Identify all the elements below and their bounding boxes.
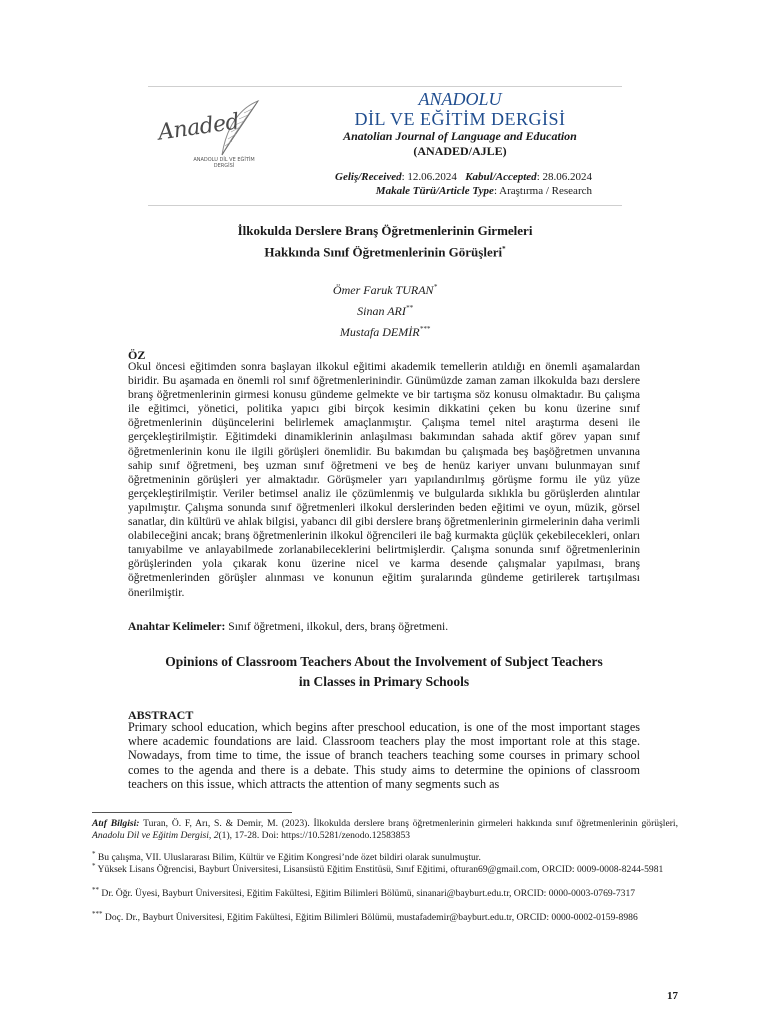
title-en-line1: Opinions of Classroom Teachers About the Involvement of Subject Teachers (165, 654, 603, 669)
journal-logo (156, 97, 268, 193)
journal-name-line1: ANADOLU (418, 89, 502, 109)
footnote-divider (92, 812, 292, 813)
article-type-value: : Araştırma / Research (493, 185, 592, 197)
footnote-1: * Bu çalışma, VII. Uluslararası Bilim, Kültür ve Eğitim Kongresi’nde özet bildiri olarak sunulmuştur. (92, 850, 481, 864)
article-dates (335, 171, 592, 184)
journal-name-line2: DİL VE EĞİTİM DERGİSİ (354, 109, 566, 129)
logo-subtitle: ANADOLU DİL VE EĞİTİM DERGİSİ (193, 157, 255, 169)
article-title-tr (150, 222, 620, 261)
footnote-2: * Yüksek Lisans Öğrencisi, Bayburt Üniversitesi, Lisansüstü Eğitim Enstitüsü, Sınıf Eğitimi, ofturan69@gmail.com, ORCID: 0009-0008-8244-5981 (92, 862, 664, 876)
keywords (128, 620, 448, 633)
citation-footnote: Atıf Bilgisi: Turan, Ö. F, Arı, S. & Demir, M. (2023). İlkokulda derslere branş öğretmenlerinin girmeleri hakkında sınıf öğretmenlerinin görüşleri, Anadolu Dil ve Eğitim Dergisi, 2(1), 17-28. Doi: https://10.5281/zenodo.12583853 (92, 818, 678, 841)
abstract-heading: ABSTRACT (128, 708, 194, 722)
received-date: : 12.06.2024 (401, 171, 457, 183)
journal-header (148, 86, 622, 206)
citation-label: Atıf Bilgisi: (92, 818, 140, 829)
footnote-3: ** Dr. Öğr. Üyesi, Bayburt Üniversitesi, Eğitim Fakültesi, Eğitim Bilimleri Bölümü, sinanari@bayburt.edu.tr, ORCID: 0000-0003-0769-7317 (92, 886, 636, 900)
accepted-date: : 28.06.2024 (536, 171, 592, 183)
page-number: 17 (667, 990, 678, 1002)
citation-doi[interactable]: (1), 17-28. Doi: https://10.5281/zenodo.12583853 (218, 830, 411, 841)
abstract-text: Primary school education, which begins after preschool education, is one of the most important stages where academic foundations are laid. Classroom teachers play the most important role at this stage. Nowadays, from time to time, the issue of branch teachers teaching some courses in primary school comes to the agenda and there is a debate. This study aims to determine the opinions of classroom teachers on this issue, which attracts the attention of many segments such as (128, 720, 640, 791)
author-1: Ömer Faruk TURAN* (332, 283, 438, 297)
journal-abbreviation: (ANADED/AJLE) (413, 144, 507, 158)
oz-text: Okul öncesi eğitimden sonra başlayan ilkokul eğitimi akademik temellerin atıldığı en önemli aşamalardan biridir. Bu aşamada en önemli rol sınıf öğretmenlerinindir. Günümüzde zaman zaman ilkokulda bazı derslere branş öğretmenlerinin girmesi konusu gündeme gelmekte ve bir tartışma söz konusu olmaktadır. Bu çalışma ile eğitimci, yönetici, politika yapıcı gibi birçok kesimin dikkatini çeken bu konu üzerine sınıf öğretmenlerinin düşüncelerini belirlemek amaçlanmıştır. Çalışma temel nitel araştırma deseni ile gerçekleştirilmiştir. Eğitimdeki dinamiklerinin anlaşılması bakımından sahada aktif görev yapan sınıf öğretmenlerinin konu ile ilgili görüşleri önemlidir. Bu bakımdan bu çalışmada beş başöğretmen unvanına sahip sınıf öğretmeni, beş uzman sınıf öğretmeni ve beş de henüz kariyer unvanı bulunmayan sınıf öğretmeninin görüşleri yer almaktadır. Görüşmeler yarı yapılandırılmış görüşme formu ile yüz yüze gerçekleştirilmiştir. Veriler betimsel analiz ile çözümlenmiş ve bulgularda sıklıkla bu görüşlerden alıntılar yapılmıştır. Çalışma sonunda sınıf öğretmenleri ilkokul derslerinden beden eğitimi ve oyun, müzik, görsel sanatlar, din kültürü ve ahlak bilgisi, yabancı dil gibi derslere branş öğretmenlerinin girmelerinin daha verimli olabileceğini ancak; branş öğretmenlerinin ilkokul öğrencileri ile bağ kurmakta güçlük çekebilecekleri, onları tanıyabilme ve anlayabilmede zorlanabileceklerini belirtmişlerdir. Çalışma sonunda sınıf öğretmenlerinin görüşlerinden yola çıkarak konu üzerine nicel ve karma desende çalışmalar yapılması, branş öğretmenlerinden görüşler alınması ve konunun eğitim şuralarında gündeme getirilerek tartışılması önerilmiştir. (128, 360, 640, 599)
title-en-line2: in Classes in Primary Schools (298, 674, 470, 689)
footnote-4: *** Doç. Dr., Bayburt Üniversitesi, Eğitim Fakültesi, Eğitim Bilimleri Bölümü, mustafademir@bayburt.edu.tr, ORCID: 0000-0002-0159-8986 (92, 910, 638, 924)
keywords-value: Sınıf öğretmeni, ilkokul, ders, branş öğretmeni. (228, 620, 449, 633)
article-type (376, 185, 592, 198)
title-tr-mark: * (502, 245, 506, 253)
author-3: Mustafa DEMİR*** (339, 325, 431, 339)
oz-heading: ÖZ (128, 348, 146, 362)
title-tr-line1: İlkokulda Derslere Branş Öğretmenlerinin Girmeleri (237, 223, 533, 238)
accepted-label: Kabul/Accepted (465, 171, 537, 183)
received-label: Geliş/Received (335, 171, 402, 183)
article-title-en (128, 652, 640, 692)
logo-script-text: Anaded (156, 109, 241, 146)
citation-journal: Anadolu Dil ve Eğitim Dergisi (92, 830, 209, 841)
author-list (150, 278, 620, 341)
author-2: Sinan ARI** (357, 304, 413, 318)
journal-name-english: Anatolian Journal of Language and Education (343, 129, 577, 143)
title-tr-line2: Hakkında Sınıf Öğretmenlerinin Görüşleri (264, 244, 503, 260)
keywords-label: Anahtar Kelimeler: (128, 620, 226, 633)
article-type-label: Makale Türü/Article Type (375, 185, 494, 197)
